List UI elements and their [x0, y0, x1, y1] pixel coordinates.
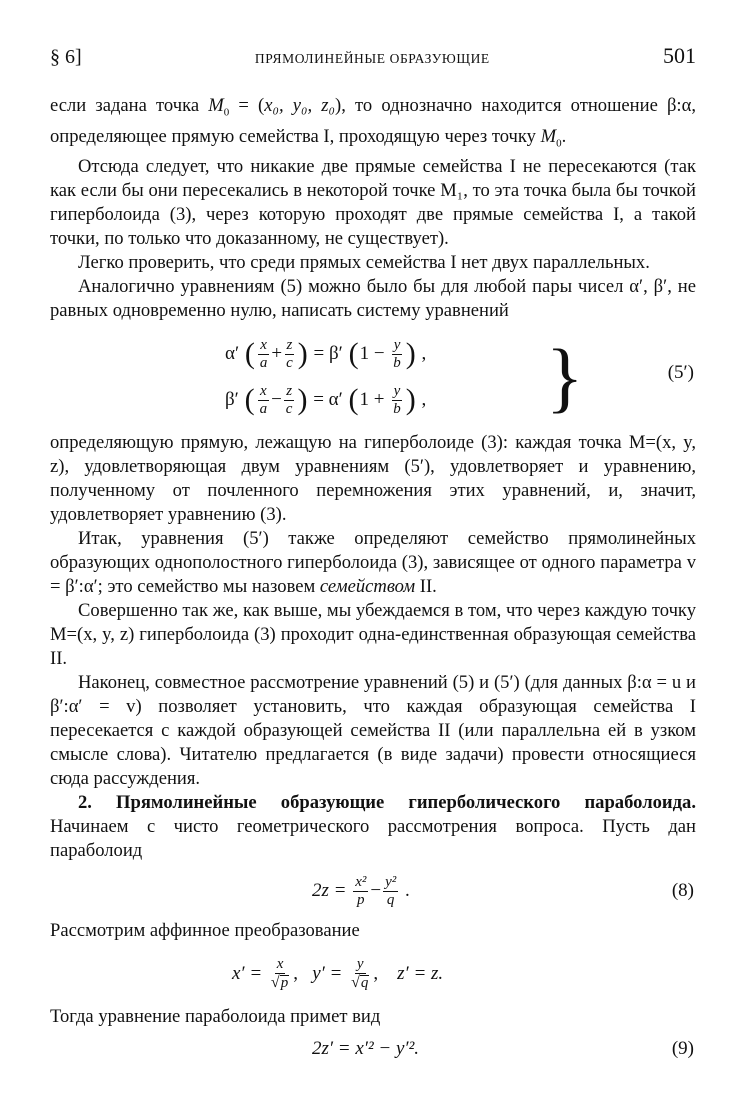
fraction: y √ q: [351, 956, 369, 992]
paragraph-8: Наконец, совместное рассмотрение уравнений (5) и (5′) (для данных β:α = u и β′:α′ = v) позволяет установить, что каждая образующая семейства I пересекается с каждой образующей семейства II (или параллельна ей в узком смысле слова). Читателю предлагается (в виде задачи) провести относящиеся сюда рассуждения.: [50, 672, 696, 790]
paragraph-10: Рассмотрим аффинное преобразование: [50, 920, 360, 942]
paragraph-6: [50, 527, 696, 599]
running-title: ПРЯМОЛИНЕЙНЫЕ ОБРАЗУЮЩИЕ: [254, 51, 490, 66]
fraction: $\frac{y}{b}$: [393, 336, 401, 371]
fraction: $\frac{y}{b}$: [393, 382, 401, 417]
eq-coef: β′: [225, 389, 239, 411]
p9-text: Начинаем с чисто геометрического рассмотрения вопроса. Пусть дан параболоид: [50, 816, 696, 862]
p1-m0-symbol: M: [208, 95, 224, 116]
fraction: $\frac{\text{y²}}{q}$: [385, 873, 397, 908]
right-brace: }: [546, 333, 584, 421]
p1-text-b: = (: [229, 95, 265, 116]
affine-x-lhs: x′ =: [232, 963, 263, 985]
fraction: $\frac{x}{a}$: [259, 382, 268, 417]
paragraph-4: Аналогично уравнениям (5) можно было бы для любой пары чисел α′, β′, не равных одновременно нулю, написать систему уравнений: [50, 276, 696, 322]
equation-5-prime: [50, 327, 696, 427]
fraction: x √ p: [270, 956, 289, 992]
p6-text-b: II.: [415, 576, 437, 598]
page-number: 501: [663, 43, 696, 68]
paragraph-5: определяющую прямую, лежащую на гиперболоиде (3): каждая точка M=(x, y, z), удовлетворяющая двум уравнениям (5′), удовлетворяет и уравнению, полученному от почленного перемножения этих уравнений, и, значит, удовлетворяет уравнению (3).: [50, 432, 696, 526]
fraction: $\frac{z}{c}$: [285, 382, 293, 417]
paragraph-9: [50, 791, 696, 863]
subsection-heading: 2. Прямолинейные образующие гиперболического параболоида.: [78, 792, 696, 814]
equation-5-prime-line-1: α′ ( $\frac{x}{a}$ + $\frac{z}{c}$ ) = β′ ( 1 − $\frac{y}{b}$ ) ,: [225, 336, 427, 371]
affine-z: z′ = z.: [397, 963, 444, 985]
p6-emphasis: семейством: [319, 576, 416, 598]
affine-y-lhs: y′ =: [312, 963, 343, 985]
p6-text-a: Итак, уравнения (5′) также определяют семейство прямолинейных образующих однополостного гиперболоида (3), зависящее от одного параметра v = β′:α′; это семейство мы назовем: [50, 528, 696, 598]
eq-coef: = α′: [313, 389, 343, 411]
paragraph-11: Тогда уравнение параболоида примет вид: [50, 1006, 381, 1028]
eq9-body: 2z′ = x′² − y′².: [312, 1038, 420, 1060]
eq8-lhs: 2z =: [312, 880, 347, 902]
equation-affine: x′ = x √ p , y′ = y √ q , z′ = z.: [232, 956, 444, 992]
p1-text-a: если задана точка: [50, 95, 209, 116]
equation-5-prime-line-2: β′ ( $\frac{x}{a}$ − $\frac{z}{c}$ ) = α′ ( 1 + $\frac{y}{b}$ ) ,: [225, 382, 427, 417]
equation-label-8: (8): [671, 880, 694, 902]
paragraph-3: Легко проверить, что среди прямых семейства I нет двух параллельных.: [78, 252, 650, 274]
p1-text-c: ), то однозначно находится отношение β:α, определяющее прямую семейства I, проходящую через точку: [50, 95, 696, 147]
p1-text-d: .: [561, 125, 567, 147]
fraction: $\frac{z}{c}$: [286, 336, 293, 371]
equation-8: 2z = $\frac{\text{x²}}{p}$ − $\frac{\text{y²}}{q}$ . (8): [312, 873, 694, 908]
fraction: $\frac{x}{a}$: [259, 336, 268, 371]
equation-label-5-prime: (5′): [667, 362, 694, 384]
p1-coords: x₀, y₀, z₀: [264, 95, 336, 116]
paragraph-2: Отсюда следует, что никакие две прямые семейства I не пересекаются (так как если бы они пересекались в некоторой точке M₁, то эта точка была бы точкой гиперболоида (3), через которую проходят две прямые семейства I, а такой точки, по только что доказанному, не существует).: [50, 156, 696, 250]
eq-coef: α′: [225, 343, 240, 365]
section-marker: § 6]: [50, 46, 82, 68]
equation-label-9: (9): [671, 1038, 694, 1060]
paragraph-1: если задана точка $M_0 = (x_0$, y₀, z₀), то однозначно находится отношение β:α, определяющее прямую семейства I, проходящую через точку $M_0$.: [50, 95, 696, 150]
eq-coef: = β′: [313, 343, 343, 365]
fraction: $\frac{\text{x²}}{p}$: [355, 873, 367, 908]
equation-9: [50, 1029, 696, 1069]
paragraph-7: Совершенно так же, как выше, мы убеждаемся в том, что через каждую точку M=(x, y, z) гиперболоида (3) проходит одна-единственная образующая семейства II.: [50, 600, 696, 670]
running-header: [50, 44, 696, 74]
